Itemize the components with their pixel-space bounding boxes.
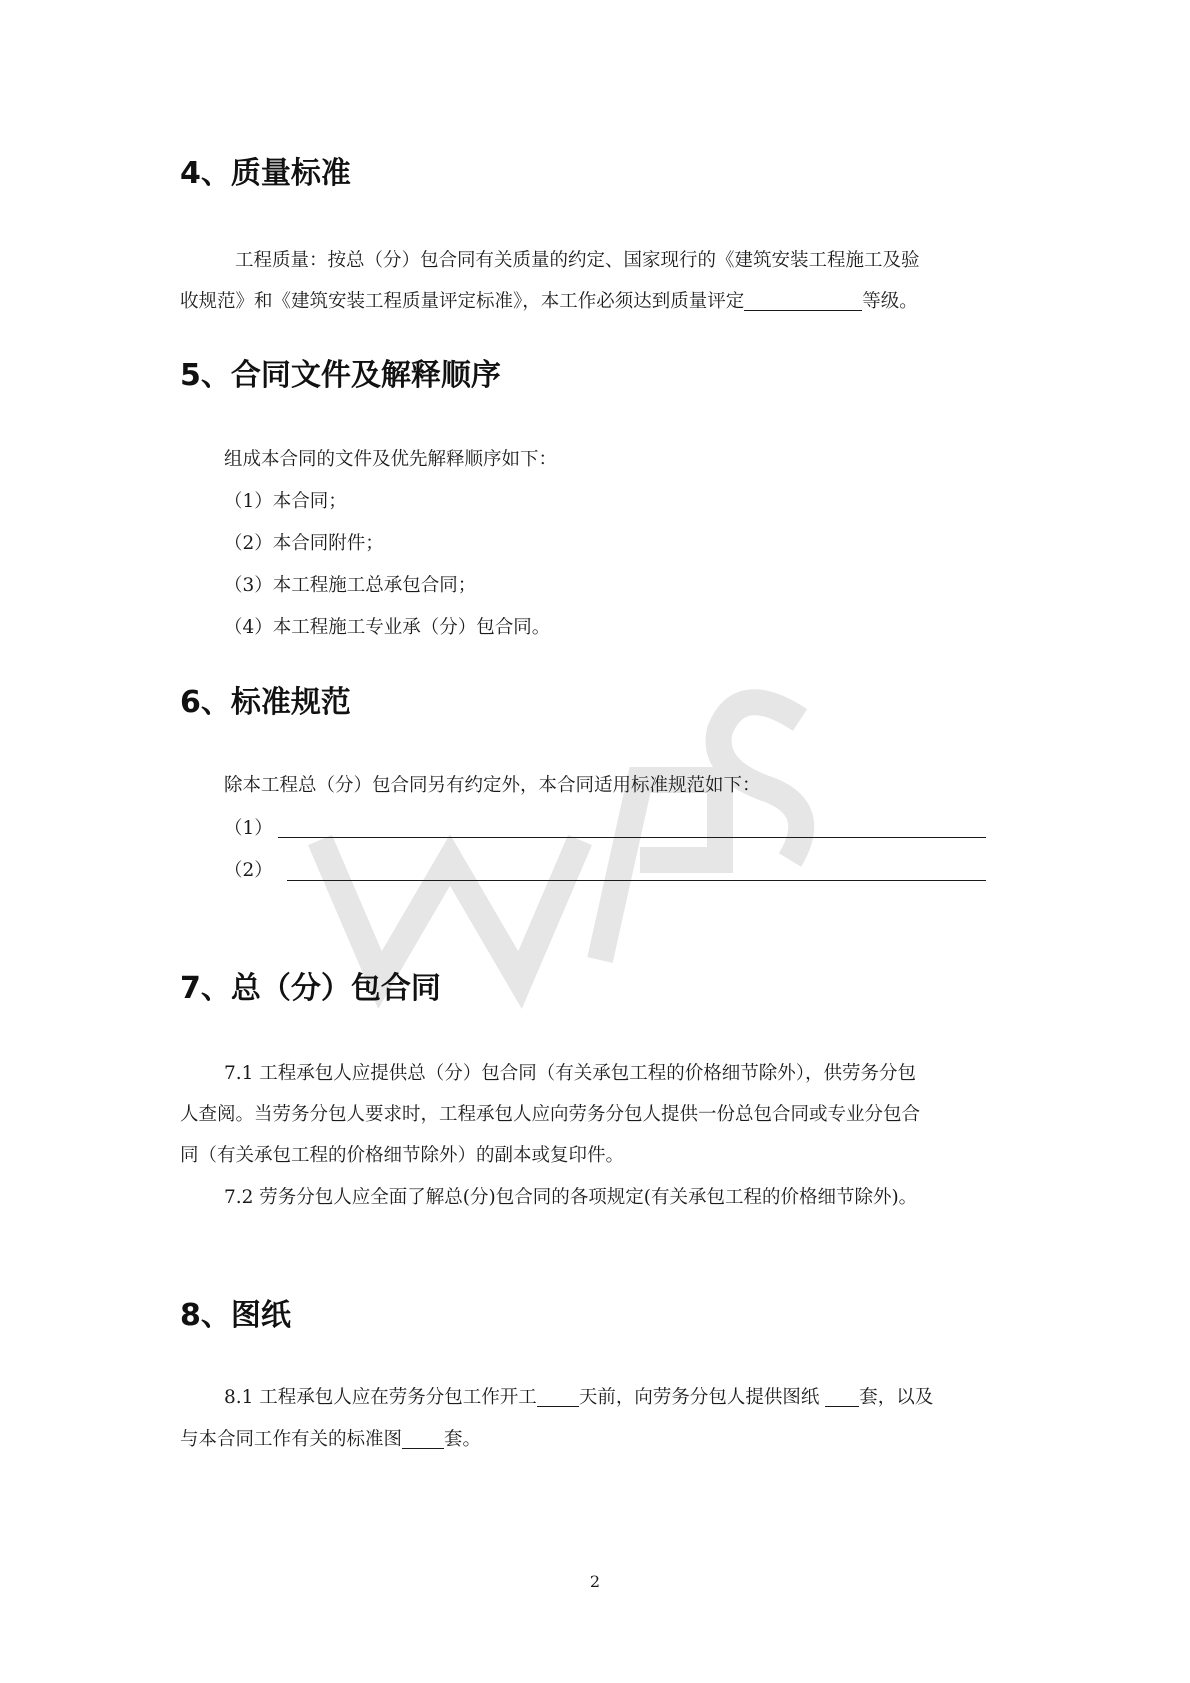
section-8-1-line-2 bbox=[180, 1420, 481, 1460]
section-6-item-1-label: （1） bbox=[224, 818, 273, 839]
section-8-1-line-1 bbox=[224, 1378, 933, 1418]
section-8-1-text-a: 8.1 工程承包人应在劳务分包工作开工 bbox=[224, 1387, 537, 1408]
section-6-intro: 除本工程总（分）包合同另有约定外，本合同适用标准规范如下： bbox=[224, 775, 761, 796]
quality-grade-blank bbox=[744, 286, 862, 311]
section-8-1-text-c: 套，以及 bbox=[859, 1387, 934, 1408]
section-4-paragraph-line-1: 工程质量：按总（分）包合同有关质量的约定、国家现行的《建筑安装工程施工及验 bbox=[235, 250, 920, 271]
section-4-line-2-end: 等级。 bbox=[862, 291, 918, 312]
section-5-item-1: （1）本合同； bbox=[224, 491, 347, 512]
section-8-1-text-e: 套。 bbox=[444, 1429, 482, 1450]
section-6-item-2-label: （2） bbox=[224, 860, 273, 881]
section-5-heading: 5、合同文件及解释顺序 bbox=[180, 358, 501, 393]
section-5-item-4: （4）本工程施工专业承（分）包合同。 bbox=[224, 617, 551, 638]
section-5-item-3: （3）本工程施工总承包合同； bbox=[224, 575, 477, 596]
section-7-1-line-2: 人查阅。当劳务分包人要求时，工程承包人应向劳务分包人提供一份总包合同或专业分包合 bbox=[180, 1104, 921, 1125]
section-8-1-text-b: 天前，向劳务分包人提供图纸 bbox=[578, 1387, 820, 1408]
section-8-1-text-d: 与本合同工作有关的标准图 bbox=[180, 1429, 403, 1450]
section-7-1-line-1: 7.1 工程承包人应提供总（分）包合同（有关承包工程的价格细节除外），供劳务分包 bbox=[224, 1063, 917, 1084]
page-number: 2 bbox=[589, 1572, 601, 1591]
section-7-1-line-3: 同（有关承包工程的价格细节除外）的副本或复印件。 bbox=[180, 1145, 625, 1166]
wps-watermark-icon bbox=[300, 660, 820, 1020]
section-6-heading: 6、标准规范 bbox=[180, 685, 351, 720]
standard-drawing-sets-blank bbox=[402, 1424, 444, 1449]
section-7-heading: 7、总（分）包合同 bbox=[180, 971, 441, 1006]
section-5-item-2: （2）本合同附件； bbox=[224, 533, 384, 554]
drawing-sets-blank bbox=[825, 1382, 859, 1407]
section-7-2: 7.2 劳务分包人应全面了解总(分)包合同的各项规定(有关承包工程的价格细节除外)。 bbox=[224, 1187, 918, 1208]
standard-1-blank-line bbox=[278, 837, 986, 838]
section-5-intro: 组成本合同的文件及优先解释顺序如下： bbox=[224, 449, 558, 470]
days-blank bbox=[537, 1382, 579, 1407]
section-4-heading: 4、质量标准 bbox=[180, 156, 351, 191]
section-4-paragraph-line-2 bbox=[180, 282, 918, 322]
standard-2-blank-line bbox=[287, 880, 986, 881]
section-4-line-2-text: 收规范》和《建筑安装工程质量评定标准》，本工作必须达到质量评定 bbox=[180, 291, 745, 312]
section-8-heading: 8、图纸 bbox=[180, 1298, 291, 1333]
